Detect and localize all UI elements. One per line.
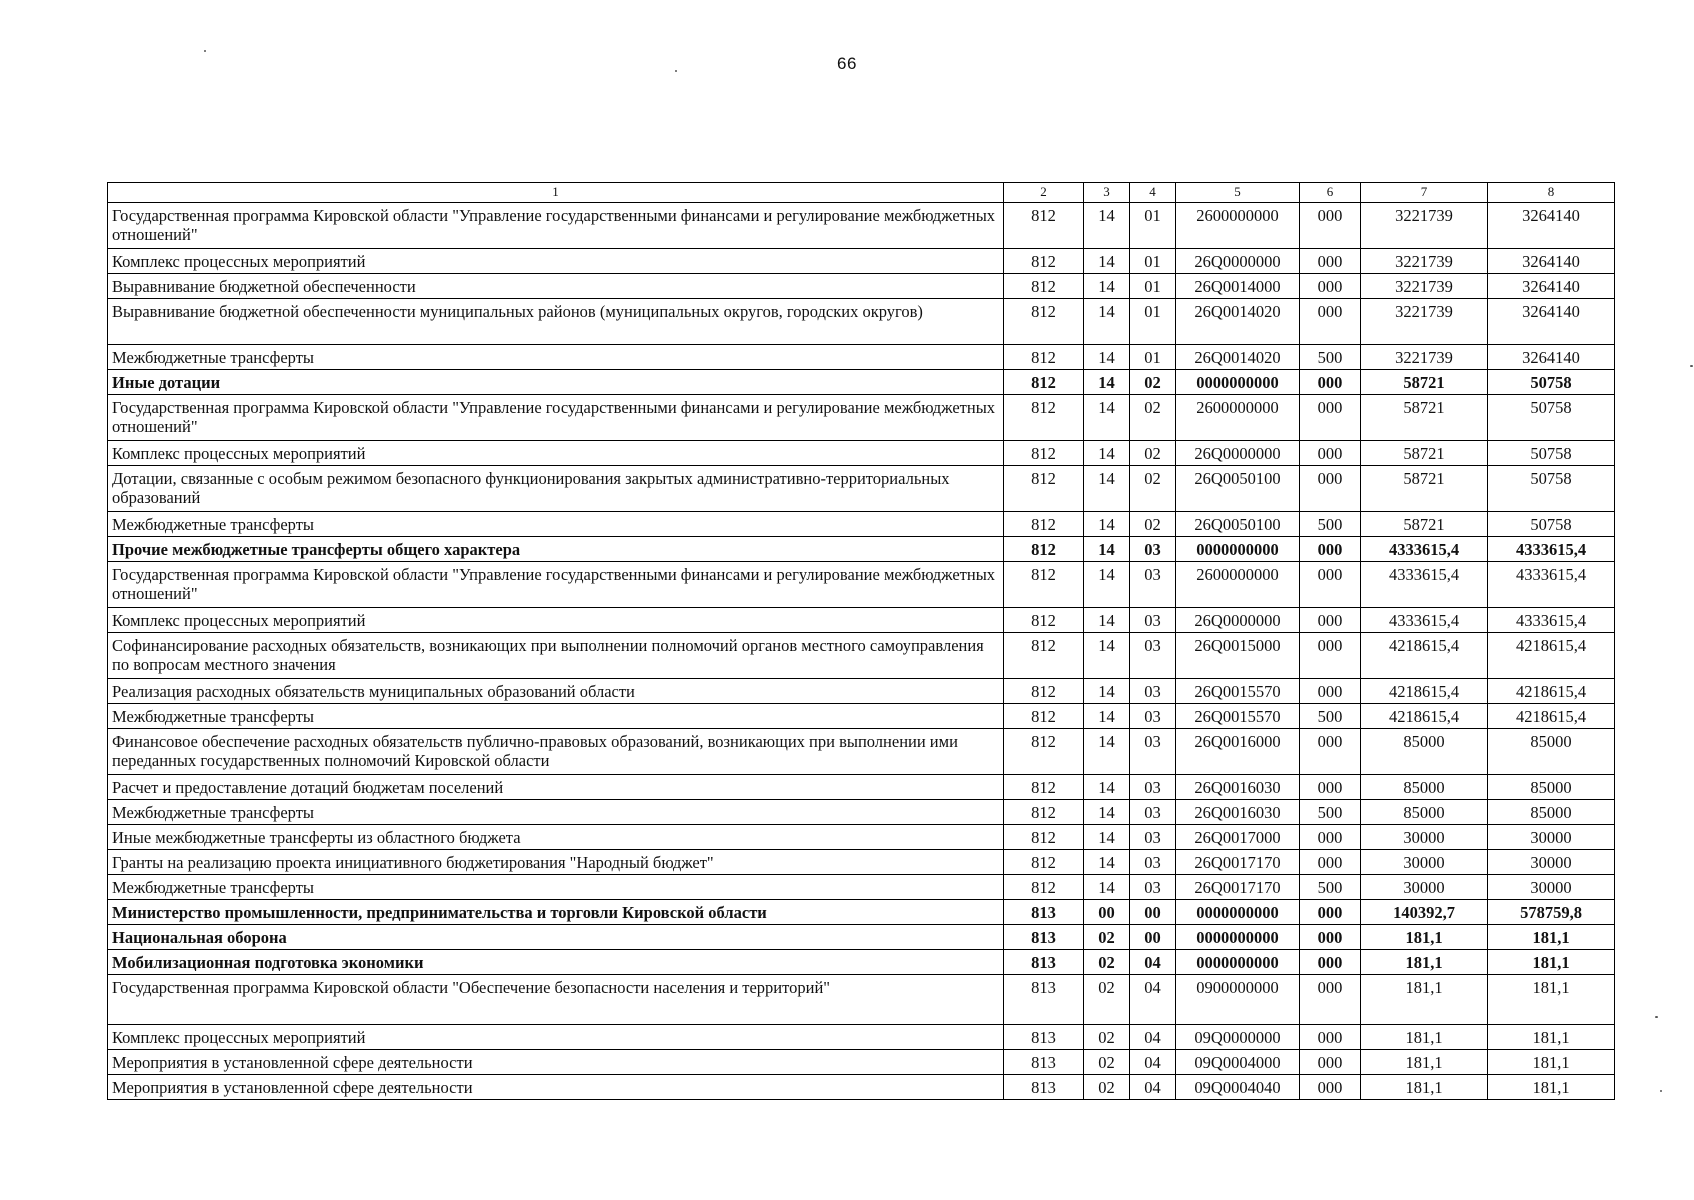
target-item-code: 09Q0004040 [1176, 1075, 1300, 1100]
target-item-code: 2600000000 [1176, 562, 1300, 608]
table-row [108, 800, 1615, 825]
section-code: 00 [1084, 900, 1130, 925]
subsection-code: 02 [1130, 441, 1176, 466]
section-code: 02 [1084, 1050, 1130, 1075]
expense-type-code: 000 [1300, 299, 1361, 345]
amount-year-1: 140392,7 [1361, 900, 1488, 925]
section-code: 14 [1084, 850, 1130, 875]
amount-year-2: 181,1 [1488, 1025, 1615, 1050]
table-row [108, 537, 1615, 562]
table-row [108, 512, 1615, 537]
section-code: 14 [1084, 800, 1130, 825]
amount-year-1: 3221739 [1361, 299, 1488, 345]
row-name: Межбюджетные трансферты [108, 512, 1004, 537]
expense-type-code: 000 [1300, 608, 1361, 633]
chapter-code: 812 [1004, 370, 1084, 395]
subsection-code: 03 [1130, 800, 1176, 825]
row-name: Государственная программа Кировской области "Управление государственными финансами и регулирование межбюджетных отношений" [108, 203, 1004, 249]
target-item-code: 0900000000 [1176, 975, 1300, 1025]
chapter-code: 812 [1004, 537, 1084, 562]
section-code: 14 [1084, 825, 1130, 850]
amount-year-1: 4218615,4 [1361, 633, 1488, 679]
section-code: 02 [1084, 1025, 1130, 1050]
section-code: 14 [1084, 633, 1130, 679]
subsection-code: 03 [1130, 679, 1176, 704]
row-name: Комплекс процессных мероприятий [108, 1025, 1004, 1050]
scan-speck [1655, 1016, 1658, 1018]
row-name: Комплекс процессных мероприятий [108, 608, 1004, 633]
subsection-code: 04 [1130, 1075, 1176, 1100]
table-row [108, 950, 1615, 975]
amount-year-1: 4218615,4 [1361, 679, 1488, 704]
table-row [108, 1025, 1615, 1050]
chapter-code: 812 [1004, 704, 1084, 729]
subsection-code: 03 [1130, 775, 1176, 800]
section-code: 14 [1084, 512, 1130, 537]
table-row [108, 729, 1615, 775]
chapter-code: 812 [1004, 249, 1084, 274]
amount-year-2: 578759,8 [1488, 900, 1615, 925]
subsection-code: 02 [1130, 370, 1176, 395]
subsection-code: 03 [1130, 704, 1176, 729]
expense-type-code: 000 [1300, 633, 1361, 679]
page-number: 66 [837, 54, 857, 73]
subsection-code: 01 [1130, 345, 1176, 370]
target-item-code: 26Q0000000 [1176, 249, 1300, 274]
amount-year-2: 30000 [1488, 825, 1615, 850]
amount-year-2: 85000 [1488, 800, 1615, 825]
table-row [108, 395, 1615, 441]
section-code: 14 [1084, 395, 1130, 441]
amount-year-1: 3221739 [1361, 203, 1488, 249]
target-item-code: 09Q0000000 [1176, 1025, 1300, 1050]
table-row [108, 925, 1615, 950]
amount-year-1: 85000 [1361, 800, 1488, 825]
chapter-code: 813 [1004, 900, 1084, 925]
row-name: Государственная программа Кировской области "Обеспечение безопасности населения и территорий" [108, 975, 1004, 1025]
amount-year-2: 85000 [1488, 729, 1615, 775]
table-row [108, 370, 1615, 395]
row-name: Расчет и предоставление дотаций бюджетам поселений [108, 775, 1004, 800]
amount-year-2: 30000 [1488, 875, 1615, 900]
expense-type-code: 500 [1300, 512, 1361, 537]
target-item-code: 26Q0014020 [1176, 299, 1300, 345]
expense-type-code: 000 [1300, 729, 1361, 775]
target-item-code: 0000000000 [1176, 925, 1300, 950]
subsection-code: 01 [1130, 203, 1176, 249]
subsection-code: 04 [1130, 975, 1176, 1025]
table-row [108, 299, 1615, 345]
target-item-code: 26Q0016030 [1176, 775, 1300, 800]
section-code: 14 [1084, 370, 1130, 395]
amount-year-2: 50758 [1488, 395, 1615, 441]
amount-year-2: 4218615,4 [1488, 704, 1615, 729]
expense-type-code: 000 [1300, 466, 1361, 512]
expense-type-code: 000 [1300, 1025, 1361, 1050]
table-row [108, 562, 1615, 608]
subsection-code: 03 [1130, 608, 1176, 633]
chapter-code: 812 [1004, 274, 1084, 299]
table-row [108, 466, 1615, 512]
amount-year-2: 50758 [1488, 441, 1615, 466]
amount-year-1: 30000 [1361, 875, 1488, 900]
section-code: 14 [1084, 274, 1130, 299]
target-item-code: 0000000000 [1176, 537, 1300, 562]
subsection-code: 01 [1130, 299, 1176, 345]
subsection-code: 04 [1130, 950, 1176, 975]
expense-type-code: 000 [1300, 775, 1361, 800]
row-name: Прочие межбюджетные трансферты общего характера [108, 537, 1004, 562]
amount-year-2: 181,1 [1488, 1075, 1615, 1100]
scan-speck [1660, 1090, 1662, 1092]
chapter-code: 812 [1004, 679, 1084, 704]
row-name: Комплекс процессных мероприятий [108, 249, 1004, 274]
scan-speck [675, 70, 677, 72]
table-row [108, 704, 1615, 729]
amount-year-2: 181,1 [1488, 975, 1615, 1025]
column-header: 8 [1488, 183, 1615, 203]
amount-year-1: 58721 [1361, 370, 1488, 395]
table-row [108, 345, 1615, 370]
chapter-code: 812 [1004, 441, 1084, 466]
row-name: Государственная программа Кировской области "Управление государственными финансами и регулирование межбюджетных отношений" [108, 395, 1004, 441]
expense-type-code: 000 [1300, 950, 1361, 975]
amount-year-1: 4333615,4 [1361, 537, 1488, 562]
amount-year-2: 3264140 [1488, 299, 1615, 345]
chapter-code: 812 [1004, 633, 1084, 679]
expense-type-code: 000 [1300, 1050, 1361, 1075]
section-code: 14 [1084, 608, 1130, 633]
expense-type-code: 500 [1300, 704, 1361, 729]
table-body [108, 183, 1615, 1100]
amount-year-2: 181,1 [1488, 925, 1615, 950]
amount-year-1: 58721 [1361, 395, 1488, 441]
table-header-row [108, 183, 1615, 203]
subsection-code: 02 [1130, 395, 1176, 441]
chapter-code: 812 [1004, 345, 1084, 370]
table-row [108, 825, 1615, 850]
subsection-code: 02 [1130, 466, 1176, 512]
subsection-code: 03 [1130, 729, 1176, 775]
target-item-code: 26Q0050100 [1176, 466, 1300, 512]
target-item-code: 26Q0000000 [1176, 441, 1300, 466]
expense-type-code: 000 [1300, 679, 1361, 704]
amount-year-2: 85000 [1488, 775, 1615, 800]
expense-type-code: 500 [1300, 345, 1361, 370]
amount-year-1: 30000 [1361, 825, 1488, 850]
scan-speck [204, 50, 206, 52]
chapter-code: 812 [1004, 203, 1084, 249]
column-header: 6 [1300, 183, 1361, 203]
amount-year-2: 3264140 [1488, 203, 1615, 249]
table-row [108, 274, 1615, 299]
row-name: Межбюджетные трансферты [108, 875, 1004, 900]
table-row [108, 608, 1615, 633]
row-name: Мероприятия в установленной сфере деятельности [108, 1050, 1004, 1075]
target-item-code: 26Q0017000 [1176, 825, 1300, 850]
chapter-code: 812 [1004, 729, 1084, 775]
row-name: Мобилизационная подготовка экономики [108, 950, 1004, 975]
expense-type-code: 000 [1300, 203, 1361, 249]
target-item-code: 0000000000 [1176, 950, 1300, 975]
column-header: 1 [108, 183, 1004, 203]
expense-type-code: 000 [1300, 825, 1361, 850]
amount-year-2: 30000 [1488, 850, 1615, 875]
subsection-code: 03 [1130, 825, 1176, 850]
amount-year-2: 50758 [1488, 512, 1615, 537]
amount-year-1: 181,1 [1361, 1025, 1488, 1050]
subsection-code: 01 [1130, 274, 1176, 299]
table-row [108, 850, 1615, 875]
amount-year-1: 181,1 [1361, 975, 1488, 1025]
section-code: 14 [1084, 704, 1130, 729]
subsection-code: 03 [1130, 850, 1176, 875]
amount-year-1: 58721 [1361, 512, 1488, 537]
chapter-code: 812 [1004, 466, 1084, 512]
section-code: 14 [1084, 562, 1130, 608]
chapter-code: 813 [1004, 1075, 1084, 1100]
amount-year-1: 58721 [1361, 466, 1488, 512]
target-item-code: 26Q0000000 [1176, 608, 1300, 633]
target-item-code: 2600000000 [1176, 395, 1300, 441]
amount-year-1: 3221739 [1361, 345, 1488, 370]
chapter-code: 812 [1004, 512, 1084, 537]
expense-type-code: 000 [1300, 900, 1361, 925]
target-item-code: 0000000000 [1176, 370, 1300, 395]
amount-year-1: 30000 [1361, 850, 1488, 875]
section-code: 14 [1084, 775, 1130, 800]
target-item-code: 26Q0016000 [1176, 729, 1300, 775]
amount-year-2: 181,1 [1488, 1050, 1615, 1075]
subsection-code: 04 [1130, 1025, 1176, 1050]
amount-year-1: 58721 [1361, 441, 1488, 466]
expense-type-code: 000 [1300, 1075, 1361, 1100]
row-name: Министерство промышленности, предпринимательства и торговли Кировской области [108, 900, 1004, 925]
expense-type-code: 000 [1300, 274, 1361, 299]
subsection-code: 04 [1130, 1050, 1176, 1075]
amount-year-1: 4333615,4 [1361, 562, 1488, 608]
target-item-code: 26Q0050100 [1176, 512, 1300, 537]
chapter-code: 812 [1004, 850, 1084, 875]
amount-year-2: 3264140 [1488, 274, 1615, 299]
row-name: Выравнивание бюджетной обеспеченности муниципальных районов (муниципальных округов, городских округов) [108, 299, 1004, 345]
target-item-code: 26Q0015570 [1176, 704, 1300, 729]
row-name: Дотации, связанные с особым режимом безопасного функционирования закрытых административно-территориальных образований [108, 466, 1004, 512]
amount-year-1: 181,1 [1361, 950, 1488, 975]
section-code: 14 [1084, 345, 1130, 370]
table-row [108, 203, 1615, 249]
amount-year-1: 4333615,4 [1361, 608, 1488, 633]
section-code: 14 [1084, 466, 1130, 512]
column-header: 7 [1361, 183, 1488, 203]
subsection-code: 00 [1130, 900, 1176, 925]
amount-year-1: 4218615,4 [1361, 704, 1488, 729]
expense-type-code: 000 [1300, 975, 1361, 1025]
target-item-code: 26Q0017170 [1176, 850, 1300, 875]
expense-type-code: 000 [1300, 537, 1361, 562]
target-item-code: 26Q0015570 [1176, 679, 1300, 704]
section-code: 14 [1084, 299, 1130, 345]
row-name: Межбюджетные трансферты [108, 704, 1004, 729]
expense-type-code: 000 [1300, 370, 1361, 395]
budget-table [107, 182, 1615, 1100]
chapter-code: 813 [1004, 925, 1084, 950]
section-code: 14 [1084, 729, 1130, 775]
section-code: 02 [1084, 950, 1130, 975]
amount-year-1: 3221739 [1361, 274, 1488, 299]
section-code: 02 [1084, 925, 1130, 950]
target-item-code: 26Q0014000 [1176, 274, 1300, 299]
chapter-code: 813 [1004, 1025, 1084, 1050]
expense-type-code: 500 [1300, 800, 1361, 825]
amount-year-2: 4218615,4 [1488, 633, 1615, 679]
expense-type-code: 000 [1300, 395, 1361, 441]
table-row [108, 900, 1615, 925]
expense-type-code: 000 [1300, 850, 1361, 875]
chapter-code: 812 [1004, 775, 1084, 800]
row-name: Межбюджетные трансферты [108, 345, 1004, 370]
row-name: Национальная оборона [108, 925, 1004, 950]
target-item-code: 26Q0016030 [1176, 800, 1300, 825]
section-code: 14 [1084, 875, 1130, 900]
target-item-code: 26Q0015000 [1176, 633, 1300, 679]
table-row [108, 441, 1615, 466]
amount-year-1: 181,1 [1361, 925, 1488, 950]
table-row [108, 1050, 1615, 1075]
amount-year-2: 50758 [1488, 466, 1615, 512]
section-code: 02 [1084, 975, 1130, 1025]
section-code: 14 [1084, 203, 1130, 249]
chapter-code: 812 [1004, 800, 1084, 825]
table-row [108, 975, 1615, 1025]
section-code: 14 [1084, 441, 1130, 466]
column-header: 4 [1130, 183, 1176, 203]
scan-speck [1690, 365, 1693, 367]
row-name: Мероприятия в установленной сфере деятельности [108, 1075, 1004, 1100]
subsection-code: 03 [1130, 633, 1176, 679]
column-header: 2 [1004, 183, 1084, 203]
chapter-code: 812 [1004, 875, 1084, 900]
chapter-code: 812 [1004, 299, 1084, 345]
table-row [108, 875, 1615, 900]
amount-year-1: 85000 [1361, 729, 1488, 775]
column-header: 3 [1084, 183, 1130, 203]
section-code: 14 [1084, 537, 1130, 562]
row-name: Реализация расходных обязательств муниципальных образований области [108, 679, 1004, 704]
column-header: 5 [1176, 183, 1300, 203]
row-name: Выравнивание бюджетной обеспеченности [108, 274, 1004, 299]
chapter-code: 813 [1004, 975, 1084, 1025]
expense-type-code: 000 [1300, 925, 1361, 950]
table-row [108, 679, 1615, 704]
row-name: Иные межбюджетные трансферты из областного бюджета [108, 825, 1004, 850]
amount-year-2: 4333615,4 [1488, 537, 1615, 562]
row-name: Государственная программа Кировской области "Управление государственными финансами и регулирование межбюджетных отношений" [108, 562, 1004, 608]
subsection-code: 03 [1130, 562, 1176, 608]
subsection-code: 00 [1130, 925, 1176, 950]
table-row [108, 775, 1615, 800]
amount-year-2: 3264140 [1488, 249, 1615, 274]
table-row [108, 249, 1615, 274]
expense-type-code: 000 [1300, 562, 1361, 608]
target-item-code: 2600000000 [1176, 203, 1300, 249]
row-name: Гранты на реализацию проекта инициативного бюджетирования "Народный бюджет" [108, 850, 1004, 875]
amount-year-1: 181,1 [1361, 1050, 1488, 1075]
expense-type-code: 000 [1300, 441, 1361, 466]
row-name: Иные дотации [108, 370, 1004, 395]
chapter-code: 812 [1004, 608, 1084, 633]
amount-year-2: 50758 [1488, 370, 1615, 395]
row-name: Финансовое обеспечение расходных обязательств публично-правовых образований, возникающих при выполнении ими переданных государственных полномочий Кировской области [108, 729, 1004, 775]
amount-year-2: 4333615,4 [1488, 562, 1615, 608]
amount-year-2: 3264140 [1488, 345, 1615, 370]
amount-year-1: 3221739 [1361, 249, 1488, 274]
row-name: Межбюджетные трансферты [108, 800, 1004, 825]
target-item-code: 0000000000 [1176, 900, 1300, 925]
section-code: 14 [1084, 679, 1130, 704]
row-name: Комплекс процессных мероприятий [108, 441, 1004, 466]
subsection-code: 01 [1130, 249, 1176, 274]
subsection-code: 03 [1130, 537, 1176, 562]
expense-type-code: 000 [1300, 249, 1361, 274]
amount-year-1: 85000 [1361, 775, 1488, 800]
target-item-code: 26Q0017170 [1176, 875, 1300, 900]
chapter-code: 812 [1004, 395, 1084, 441]
table-row [108, 633, 1615, 679]
section-code: 14 [1084, 249, 1130, 274]
chapter-code: 813 [1004, 1050, 1084, 1075]
chapter-code: 812 [1004, 562, 1084, 608]
expense-type-code: 500 [1300, 875, 1361, 900]
subsection-code: 03 [1130, 875, 1176, 900]
subsection-code: 02 [1130, 512, 1176, 537]
amount-year-2: 4333615,4 [1488, 608, 1615, 633]
section-code: 02 [1084, 1075, 1130, 1100]
target-item-code: 26Q0014020 [1176, 345, 1300, 370]
amount-year-2: 4218615,4 [1488, 679, 1615, 704]
amount-year-2: 181,1 [1488, 950, 1615, 975]
target-item-code: 09Q0004000 [1176, 1050, 1300, 1075]
chapter-code: 813 [1004, 950, 1084, 975]
row-name: Софинансирование расходных обязательств, возникающих при выполнении полномочий органов местного самоуправления по вопросам местного значения [108, 633, 1004, 679]
table-row [108, 1075, 1615, 1100]
amount-year-1: 181,1 [1361, 1075, 1488, 1100]
chapter-code: 812 [1004, 825, 1084, 850]
